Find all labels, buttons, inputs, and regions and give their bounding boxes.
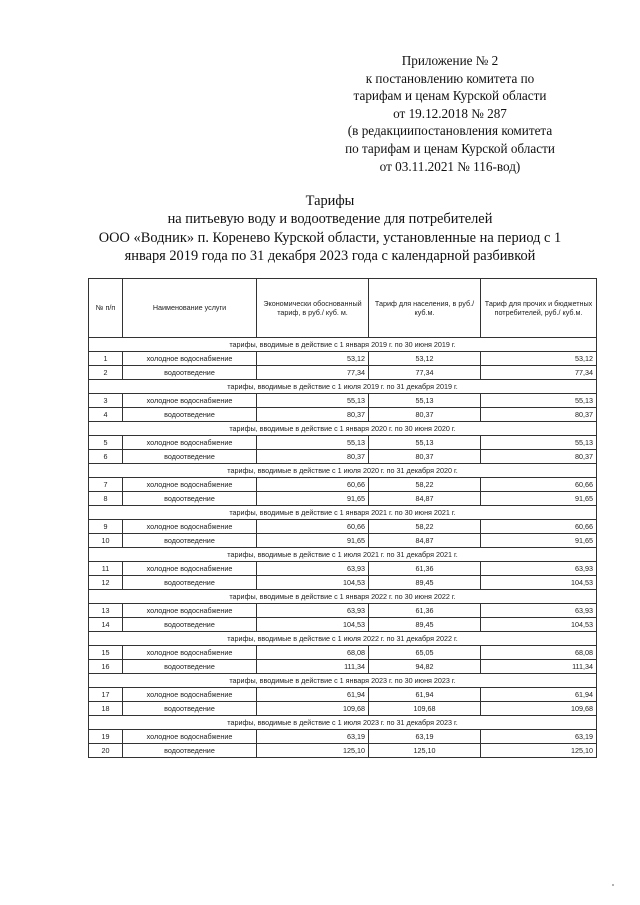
other-tariff-value: 104,53 [481,618,597,632]
period-row [89,506,597,520]
header-service: Наименование услуги [123,279,257,338]
period-label: тарифы, вводимые в действие с 1 января 2020 г. по 30 июня 2020 г. [89,422,597,436]
population-tariff-value: 65,05 [369,646,481,660]
row-number: 19 [89,730,123,744]
economic-tariff-value: 125,10 [257,744,369,758]
population-tariff-value: 63,19 [369,730,481,744]
row-number: 10 [89,534,123,548]
other-tariff-value: 80,37 [481,408,597,422]
other-tariff-value: 80,37 [481,450,597,464]
period-row [89,548,597,562]
row-number: 8 [89,492,123,506]
table-row [89,688,597,702]
economic-tariff-value: 63,19 [257,730,369,744]
table-row [89,730,597,744]
table-row [89,478,597,492]
period-label: тарифы, вводимые в действие с 1 июля 2021 г. по 31 декабря 2021 г. [89,548,597,562]
row-number: 3 [89,394,123,408]
service-name: водоотведение [123,450,257,464]
row-number: 4 [89,408,123,422]
row-number: 16 [89,660,123,674]
service-name: холодное водоснабжение [123,562,257,576]
appendix-reference [300,52,600,175]
service-name: холодное водоснабжение [123,436,257,450]
economic-tariff-value: 55,13 [257,394,369,408]
table-row [89,646,597,660]
service-name: холодное водоснабжение [123,520,257,534]
title-line: ООО «Водник» п. Коренево Курской области, установленные на период с 1 [98,229,562,246]
row-number: 14 [89,618,123,632]
economic-tariff-value: 63,93 [257,604,369,618]
economic-tariff-value: 68,08 [257,646,369,660]
service-name: холодное водоснабжение [123,688,257,702]
other-tariff-value: 61,94 [481,688,597,702]
population-tariff-value: 89,45 [369,576,481,590]
economic-tariff-value: 61,94 [257,688,369,702]
service-name: водоотведение [123,576,257,590]
economic-tariff-value: 91,65 [257,492,369,506]
row-number: 6 [89,450,123,464]
period-row [89,464,597,478]
table-row [89,366,597,380]
other-tariff-value: 63,19 [481,730,597,744]
service-name: водоотведение [123,366,257,380]
table-row [89,604,597,618]
period-row [89,716,597,730]
service-name: водоотведение [123,660,257,674]
other-tariff-value: 104,53 [481,576,597,590]
economic-tariff-value: 111,34 [257,660,369,674]
table-row [89,576,597,590]
population-tariff-value: 58,22 [369,520,481,534]
row-number: 20 [89,744,123,758]
table-row [89,534,597,548]
population-tariff-value: 84,87 [369,492,481,506]
economic-tariff-value: 80,37 [257,408,369,422]
table-row [89,408,597,422]
header-number: № п/п [89,279,123,338]
population-tariff-value: 84,87 [369,534,481,548]
population-tariff-value: 125,10 [369,744,481,758]
period-label: тарифы, вводимые в действие с 1 июля 2020 г. по 31 декабря 2020 г. [89,464,597,478]
service-name: холодное водоснабжение [123,646,257,660]
service-name: водоотведение [123,534,257,548]
scan-speck [612,884,614,886]
economic-tariff-value: 60,66 [257,520,369,534]
other-tariff-value: 53,12 [481,352,597,366]
service-name: водоотведение [123,618,257,632]
header-economic-tariff: Экономически обоснованный тариф, в руб./ куб. м. [257,279,369,338]
other-tariff-value: 109,68 [481,702,597,716]
row-number: 18 [89,702,123,716]
period-label: тарифы, вводимые в действие с 1 июля 2023 г. по 31 декабря 2023 г. [89,716,597,730]
row-number: 12 [89,576,123,590]
economic-tariff-value: 60,66 [257,478,369,492]
economic-tariff-value: 104,53 [257,576,369,590]
row-number: 9 [89,520,123,534]
table-row [89,562,597,576]
appendix-line: от 19.12.2018 № 287 [393,105,507,121]
row-number: 11 [89,562,123,576]
appendix-line: Приложение № 2 [401,53,499,68]
economic-tariff-value: 91,65 [257,534,369,548]
period-label: тарифы, вводимые в действие с 1 января 2021 г. по 30 июня 2021 г. [89,506,597,520]
population-tariff-value: 109,68 [369,702,481,716]
economic-tariff-value: 77,34 [257,366,369,380]
other-tariff-value: 111,34 [481,660,597,674]
title-line: на питьевую воду и водоотведение для потребителей [167,211,493,228]
tariff-table [88,278,597,758]
row-number: 15 [89,646,123,660]
population-tariff-value: 61,36 [369,562,481,576]
population-tariff-value: 80,37 [369,450,481,464]
other-tariff-value: 63,93 [481,562,597,576]
period-row [89,380,597,394]
economic-tariff-value: 63,93 [257,562,369,576]
economic-tariff-value: 55,13 [257,436,369,450]
appendix-line: к постановлению комитета по [365,70,535,86]
appendix-line: тарифам и ценам Курской области [353,88,547,104]
period-row [89,674,597,688]
header-other-tariff: Тариф для прочих и бюджетных потребителей, руб./ куб.м. [481,279,597,338]
service-name: водоотведение [123,702,257,716]
period-label: тарифы, вводимые в действие с 1 января 2022 г. по 30 июня 2022 г. [89,590,597,604]
economic-tariff-value: 80,37 [257,450,369,464]
service-name: водоотведение [123,492,257,506]
header-population-tariff: Тариф для населения, в руб./ куб.м. [369,279,481,338]
title-line: Тарифы [305,193,355,209]
document-title [40,192,620,266]
service-name: холодное водоснабжение [123,478,257,492]
other-tariff-value: 91,65 [481,492,597,506]
service-name: водоотведение [123,744,257,758]
other-tariff-value: 63,93 [481,604,597,618]
population-tariff-value: 61,94 [369,688,481,702]
appendix-line: от 03.11.2021 № 116-вод) [379,158,521,174]
service-name: холодное водоснабжение [123,604,257,618]
population-tariff-value: 58,22 [369,478,481,492]
other-tariff-value: 55,13 [481,394,597,408]
other-tariff-value: 60,66 [481,520,597,534]
period-row [89,632,597,646]
population-tariff-value: 55,13 [369,394,481,408]
population-tariff-value: 55,13 [369,436,481,450]
other-tariff-value: 77,34 [481,366,597,380]
table-row [89,744,597,758]
table-row [89,394,597,408]
period-label: тарифы, вводимые в действие с 1 января 2019 г. по 30 июня 2019 г. [89,338,597,352]
row-number: 5 [89,436,123,450]
appendix-line: (в редакциипостановления комитета [347,123,553,139]
table-row [89,492,597,506]
table-header-row [89,279,597,338]
population-tariff-value: 77,34 [369,366,481,380]
table-body [89,338,597,758]
service-name: холодное водоснабжение [123,730,257,744]
row-number: 13 [89,604,123,618]
other-tariff-value: 55,13 [481,436,597,450]
other-tariff-value: 91,65 [481,534,597,548]
period-label: тарифы, вводимые в действие с 1 июля 2019 г. по 31 декабря 2019 г. [89,380,597,394]
other-tariff-value: 68,08 [481,646,597,660]
table-row [89,436,597,450]
economic-tariff-value: 104,53 [257,618,369,632]
table-row [89,450,597,464]
row-number: 17 [89,688,123,702]
other-tariff-value: 125,10 [481,744,597,758]
appendix-line: по тарифам и ценам Курской области [345,140,555,156]
title-line: января 2019 года по 31 декабря 2023 года с календарной разбивкой [124,248,536,265]
period-label: тарифы, вводимые в действие с 1 июля 2022 г. по 31 декабря 2022 г. [89,632,597,646]
economic-tariff-value: 53,12 [257,352,369,366]
row-number: 2 [89,366,123,380]
population-tariff-value: 94,82 [369,660,481,674]
population-tariff-value: 80,37 [369,408,481,422]
service-name: холодное водоснабжение [123,352,257,366]
economic-tariff-value: 109,68 [257,702,369,716]
other-tariff-value: 60,66 [481,478,597,492]
table-row [89,618,597,632]
table-row [89,352,597,366]
table-row [89,660,597,674]
period-row [89,422,597,436]
population-tariff-value: 53,12 [369,352,481,366]
population-tariff-value: 61,36 [369,604,481,618]
period-label: тарифы, вводимые в действие с 1 января 2023 г. по 30 июня 2023 г. [89,674,597,688]
row-number: 7 [89,478,123,492]
population-tariff-value: 89,45 [369,618,481,632]
service-name: холодное водоснабжение [123,394,257,408]
table-row [89,520,597,534]
period-row [89,590,597,604]
table-row [89,702,597,716]
period-row [89,338,597,352]
service-name: водоотведение [123,408,257,422]
row-number: 1 [89,352,123,366]
